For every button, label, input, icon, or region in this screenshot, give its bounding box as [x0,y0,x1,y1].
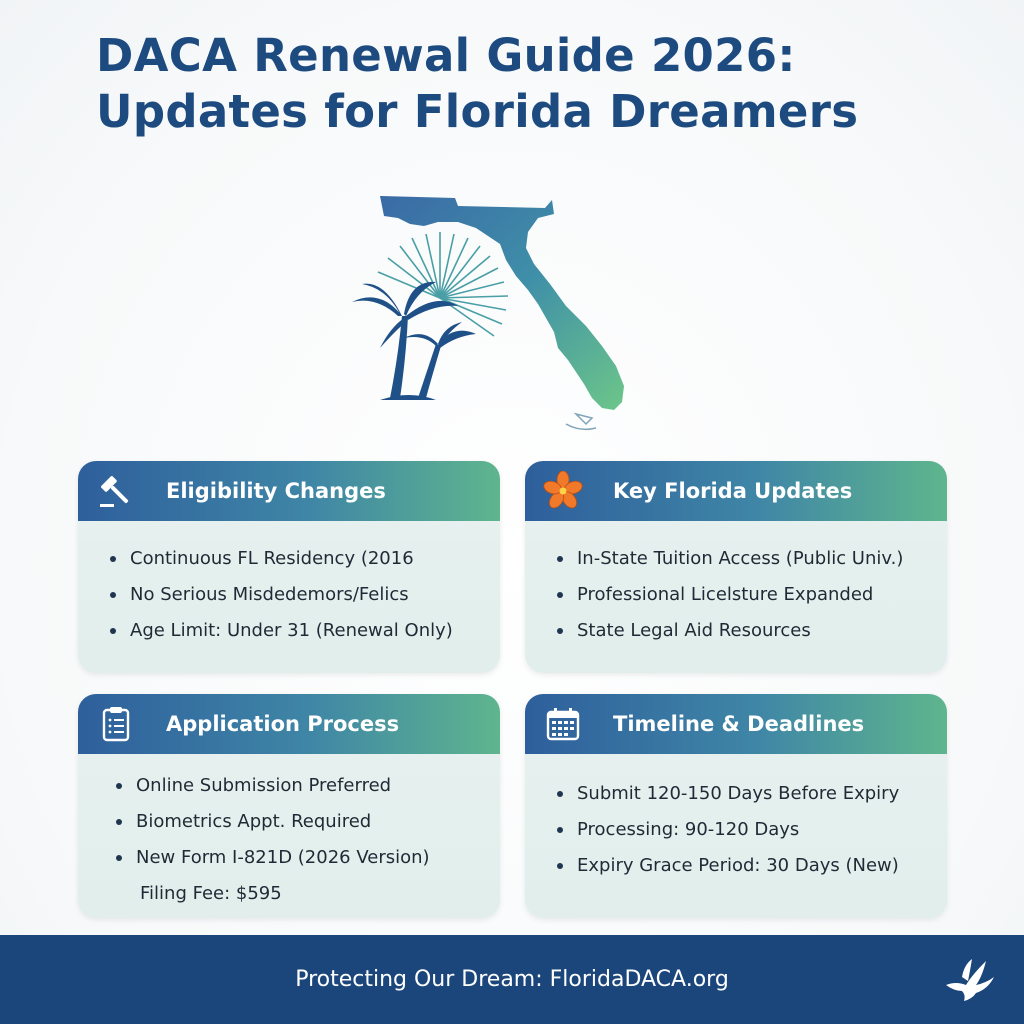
list-item: Submit 120-150 Days Before Expiry [555,776,947,812]
florida-hero-illustration [340,188,660,438]
application-process-card [78,694,500,918]
card-list [78,754,500,912]
list-item: In-State Tuition Access (Public Univ.) [555,541,947,577]
gavel-icon [96,471,136,511]
page-title [96,28,996,140]
card-list [78,521,500,649]
list-item: State Legal Aid Resources [555,613,947,649]
clipboard-icon [96,704,136,744]
eligibility-changes-card [78,461,500,673]
card-list [525,521,947,649]
list-item: Professional Licelsture Expanded [555,577,947,613]
list-item: Expiry Grace Period: 30 Days (New) [555,848,947,884]
key-florida-updates-card [525,461,947,673]
card-header [525,694,947,754]
card-list [525,754,947,884]
florida-map [380,196,624,410]
card-title: Key Florida Updates [613,479,853,503]
title-line-1: DACA Renewal Guide 2026: [96,29,796,82]
list-item: Age Limit: Under 31 (Renewal Only) [108,613,500,649]
list-item: Online Submission Preferred [114,768,500,804]
palm-trees-icon [352,282,476,400]
list-item: Biometrics Appt. Required [114,804,500,840]
card-title: Eligibility Changes [166,479,386,503]
dove-icon [942,955,998,1003]
list-item-continuation: Filing Fee: $595 [140,883,282,904]
calendar-icon [543,704,583,744]
card-header [78,461,500,521]
sunburst [378,232,508,336]
card-header [78,694,500,754]
card-title: Application Process [166,712,400,736]
card-title: Timeline & Deadlines [613,712,865,736]
title-line-2: Updates for Florida Dreamers [96,85,859,138]
list-item: Processing: 90-120 Days [555,812,947,848]
list-item: New Form I-821D (2026 Version) [114,840,500,876]
list-item: No Serious Misdedemors/Felics [108,577,500,613]
timeline-deadlines-card [525,694,947,918]
footer-text: Protecting Our Dream: FloridaDACA.org [295,967,729,992]
list-item: Continuous FL Residency (2016 [108,541,500,577]
hibiscus-flower-icon [543,471,583,511]
footer-banner [0,935,1024,1024]
card-header [525,461,947,521]
